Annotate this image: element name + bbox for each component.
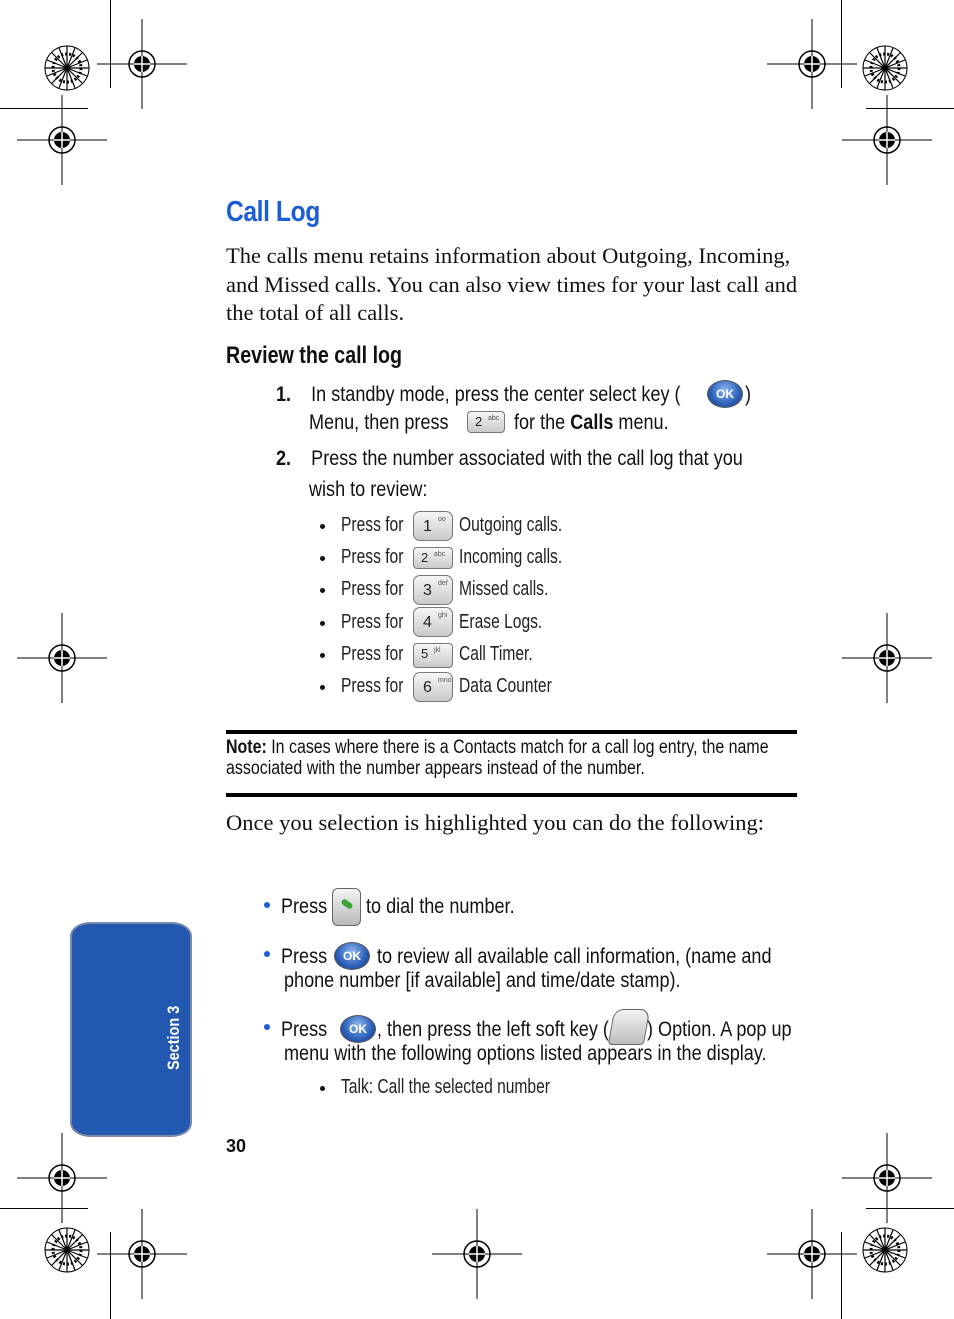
note-text: In cases where there is a Contacts match for a call log entry, the name associated with the number appears instead of the number.	[226, 737, 769, 779]
press-for-label: Press for	[341, 675, 404, 697]
intro-paragraph: The calls menu retains information about Outgoing, Incoming, and Missed calls. You can also view times for your last call and the total of all calls.	[226, 243, 798, 325]
note-label: Note:	[226, 737, 267, 758]
key-number: 4	[423, 614, 432, 631]
key-2-icon	[467, 411, 505, 433]
bullet-text: ) Option. A pop up	[647, 1017, 792, 1041]
key-number: 6	[423, 679, 432, 696]
note-bottom-rule	[226, 793, 797, 797]
key-2-icon	[413, 547, 453, 569]
bullet	[264, 951, 270, 957]
target-mark	[767, 19, 857, 109]
key-number: 1	[423, 518, 432, 535]
key-4-icon	[413, 607, 453, 637]
ok-key-icon: OK	[340, 1015, 376, 1043]
star-target	[45, 1228, 89, 1272]
step-number: 2.	[276, 446, 292, 470]
bullet-text: menu with the following options listed appears in the display.	[284, 1041, 767, 1065]
option-label: Outgoing calls.	[459, 514, 563, 536]
step-2-line-1	[276, 446, 743, 471]
press-for-label: Press for	[341, 643, 404, 665]
page-title: Call Log	[226, 196, 320, 228]
step-text: In standby mode, press the center select key (	[311, 382, 681, 406]
bullet	[264, 902, 270, 908]
key-letters: abc	[434, 551, 446, 558]
option-label: Call Timer.	[459, 643, 533, 665]
option-label: Missed calls.	[459, 578, 549, 600]
press-for-label: Press for	[341, 546, 404, 568]
key-number: 3	[423, 582, 432, 599]
step-2-line-2: wish to review:	[309, 477, 428, 501]
bullet-text: , then press the left soft key (	[377, 1017, 609, 1041]
ok-key-icon: OK	[707, 380, 743, 408]
option-label: Data Counter	[459, 675, 552, 697]
page-number: 30	[226, 1136, 247, 1156]
key-3-icon	[413, 575, 453, 605]
bullet-text: Press	[281, 944, 328, 968]
key-6-icon	[413, 672, 453, 702]
key-1-icon	[413, 511, 453, 541]
bullet	[320, 653, 325, 658]
bullet-text: to review all available call information, (name and	[377, 944, 772, 968]
step-text: Press the number associated with the call log that you	[311, 446, 743, 470]
section-tab-label: Section 3	[164, 1005, 183, 1070]
star-target	[863, 1228, 907, 1272]
key-letters: abc	[488, 415, 500, 422]
step-1-line-2b	[514, 410, 669, 435]
key-letters: mno	[438, 677, 452, 684]
target-mark	[17, 95, 107, 185]
press-for-label: Press for	[341, 578, 404, 600]
option-label: Incoming calls.	[459, 546, 563, 568]
target-mark	[842, 95, 932, 185]
step-1-line-1	[276, 382, 681, 407]
step-number: 1.	[276, 382, 292, 406]
bullet-text: to dial the number.	[366, 894, 515, 918]
key-letters: ghi	[438, 612, 448, 619]
bullet	[264, 1024, 270, 1030]
section-heading: Review the call log	[226, 342, 403, 369]
key-number: 2	[421, 550, 429, 565]
note-top-rule	[226, 730, 797, 734]
press-for-label: Press for	[341, 611, 404, 633]
send-key-icon	[332, 888, 361, 926]
bullet	[320, 685, 325, 690]
target-mark	[97, 1209, 187, 1299]
calls-menu-name: Calls	[570, 410, 614, 434]
after-note-paragraph: Once you selection is highlighted you can do the following:	[226, 810, 765, 835]
target-mark	[97, 19, 187, 109]
bullet	[320, 524, 325, 529]
bullet	[320, 621, 325, 626]
press-for-label: Press for	[341, 514, 404, 536]
target-mark	[842, 1133, 932, 1223]
ok-key-icon: OK	[334, 942, 370, 970]
bullet-text: Press	[281, 1017, 328, 1041]
target-mark	[17, 613, 107, 703]
bullet	[320, 1086, 325, 1091]
step-1-line-2a: Menu, then press	[309, 410, 449, 434]
left-soft-key-icon	[608, 1009, 650, 1045]
step-text: )	[745, 382, 752, 406]
bullet	[320, 588, 325, 593]
target-mark	[432, 1209, 522, 1299]
key-number: 2	[475, 414, 483, 429]
key-letters: def	[438, 580, 448, 587]
key-letters: jkl	[434, 647, 441, 654]
talk-option: Talk: Call the selected number	[341, 1076, 550, 1098]
target-mark	[17, 1133, 107, 1223]
step-text: menu.	[618, 410, 669, 434]
bullet	[320, 556, 325, 561]
key-letters: oo	[438, 516, 446, 523]
option-label: Erase Logs.	[459, 611, 543, 633]
key-number: 5	[421, 646, 429, 661]
bullet-text: phone number [if available] and time/date stamp).	[284, 968, 681, 992]
target-mark	[842, 613, 932, 703]
key-5-icon	[413, 643, 453, 668]
note	[226, 737, 797, 779]
step-text: for the	[514, 410, 566, 434]
bullet-text: Press	[281, 894, 328, 918]
star-target	[863, 46, 907, 90]
star-target	[45, 46, 89, 90]
target-mark	[767, 1209, 857, 1299]
